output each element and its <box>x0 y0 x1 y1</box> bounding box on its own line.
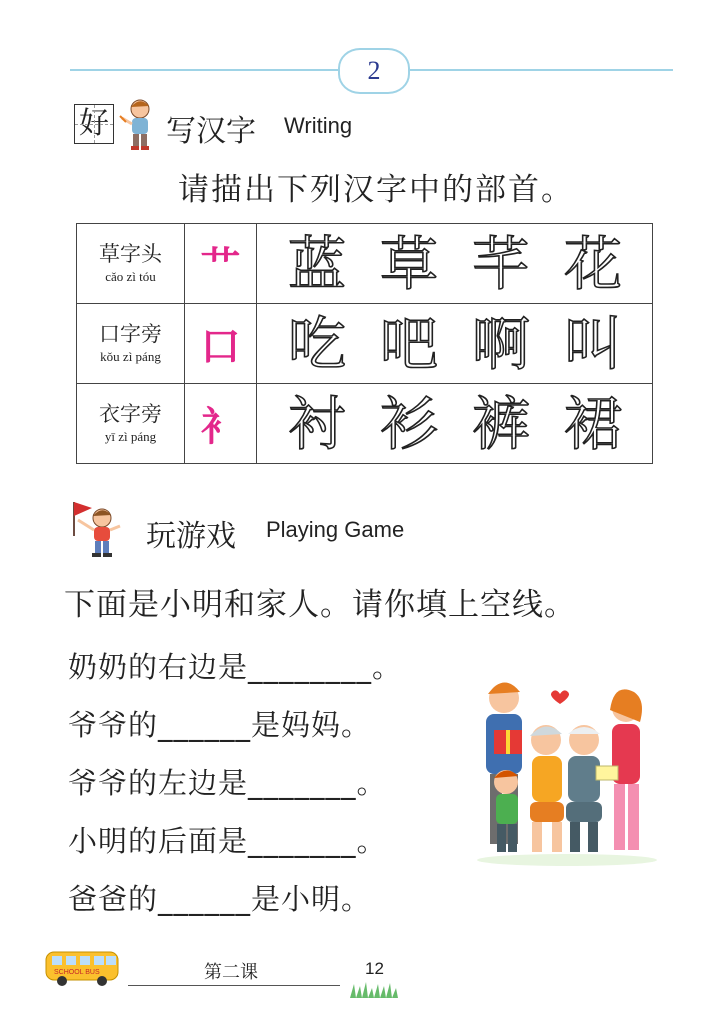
trace-characters <box>257 384 653 464</box>
game-title-cn: 玩游戏 <box>146 519 236 554</box>
school-bus-icon <box>44 946 122 988</box>
trace-character: 花 <box>563 229 622 298</box>
radical-glyph: 衤 <box>185 384 257 464</box>
lesson-number-badge: 2 <box>338 48 410 94</box>
radical-name: 衣字旁 <box>99 402 162 426</box>
writing-title-en: Writing <box>284 113 353 138</box>
trace-character: 啊 <box>471 309 530 378</box>
game-title-en: Playing Game <box>266 517 405 542</box>
radical-glyph: 艹 <box>185 224 257 304</box>
radical-name-cell <box>77 384 185 464</box>
trace-character: 裤 <box>471 389 530 458</box>
trace-character: 吃 <box>287 309 346 378</box>
footer-lesson: 第二课 <box>204 962 258 983</box>
fill-blank-line: 爷爷的______是妈妈。 <box>68 708 372 742</box>
game-prompt: 下面是小明和家人。请你填上空线。 <box>64 587 576 623</box>
trace-character: 蓝 <box>287 229 346 298</box>
fill-blank-line: 爷爷的左边是_______。 <box>68 766 387 800</box>
page-number: 12 <box>365 959 384 978</box>
trace-character: 草 <box>379 229 438 298</box>
radical-pinyin: kǒu zì páng <box>100 349 161 364</box>
family-illustration <box>474 670 660 870</box>
flag-boy-illustration <box>62 496 128 562</box>
fill-blank-line: 小明的后面是_______。 <box>68 824 387 858</box>
radical-row-clothing <box>77 384 653 464</box>
trace-character: 裙 <box>563 389 622 458</box>
bus-text: SCHOOL BUS <box>54 969 100 976</box>
trace-character: 芊 <box>471 229 530 298</box>
trace-character: 叫 <box>563 309 622 378</box>
footer-divider <box>128 985 340 986</box>
grass-icon <box>346 980 402 1000</box>
radical-pinyin: cǎo zì tóu <box>105 269 156 284</box>
radicals-table <box>76 223 653 464</box>
practice-character-box: 好 <box>74 104 114 144</box>
trace-characters <box>257 304 653 384</box>
fill-blank-line: 爸爸的______是小明。 <box>68 882 372 916</box>
fill-blank-line: 奶奶的右边是________。 <box>68 650 403 684</box>
radical-pinyin: yī zì páng <box>104 429 157 444</box>
trace-character: 衫 <box>379 389 438 458</box>
trace-character: 吧 <box>379 309 438 378</box>
trace-character: 衬 <box>287 389 346 458</box>
radical-name: 口字旁 <box>99 322 162 346</box>
radical-name-cell <box>77 304 185 384</box>
radical-row-mouth <box>77 304 653 384</box>
radical-name: 草字头 <box>99 242 162 266</box>
writing-instruction: 请描出下列汉字中的部首。 <box>178 172 574 208</box>
radical-glyph: 口 <box>185 304 257 384</box>
writing-boy-illustration <box>118 96 162 154</box>
radical-row-grass <box>77 224 653 304</box>
radical-name-cell <box>77 224 185 304</box>
writing-title-cn: 写汉字 <box>166 114 256 149</box>
trace-characters <box>257 224 653 304</box>
